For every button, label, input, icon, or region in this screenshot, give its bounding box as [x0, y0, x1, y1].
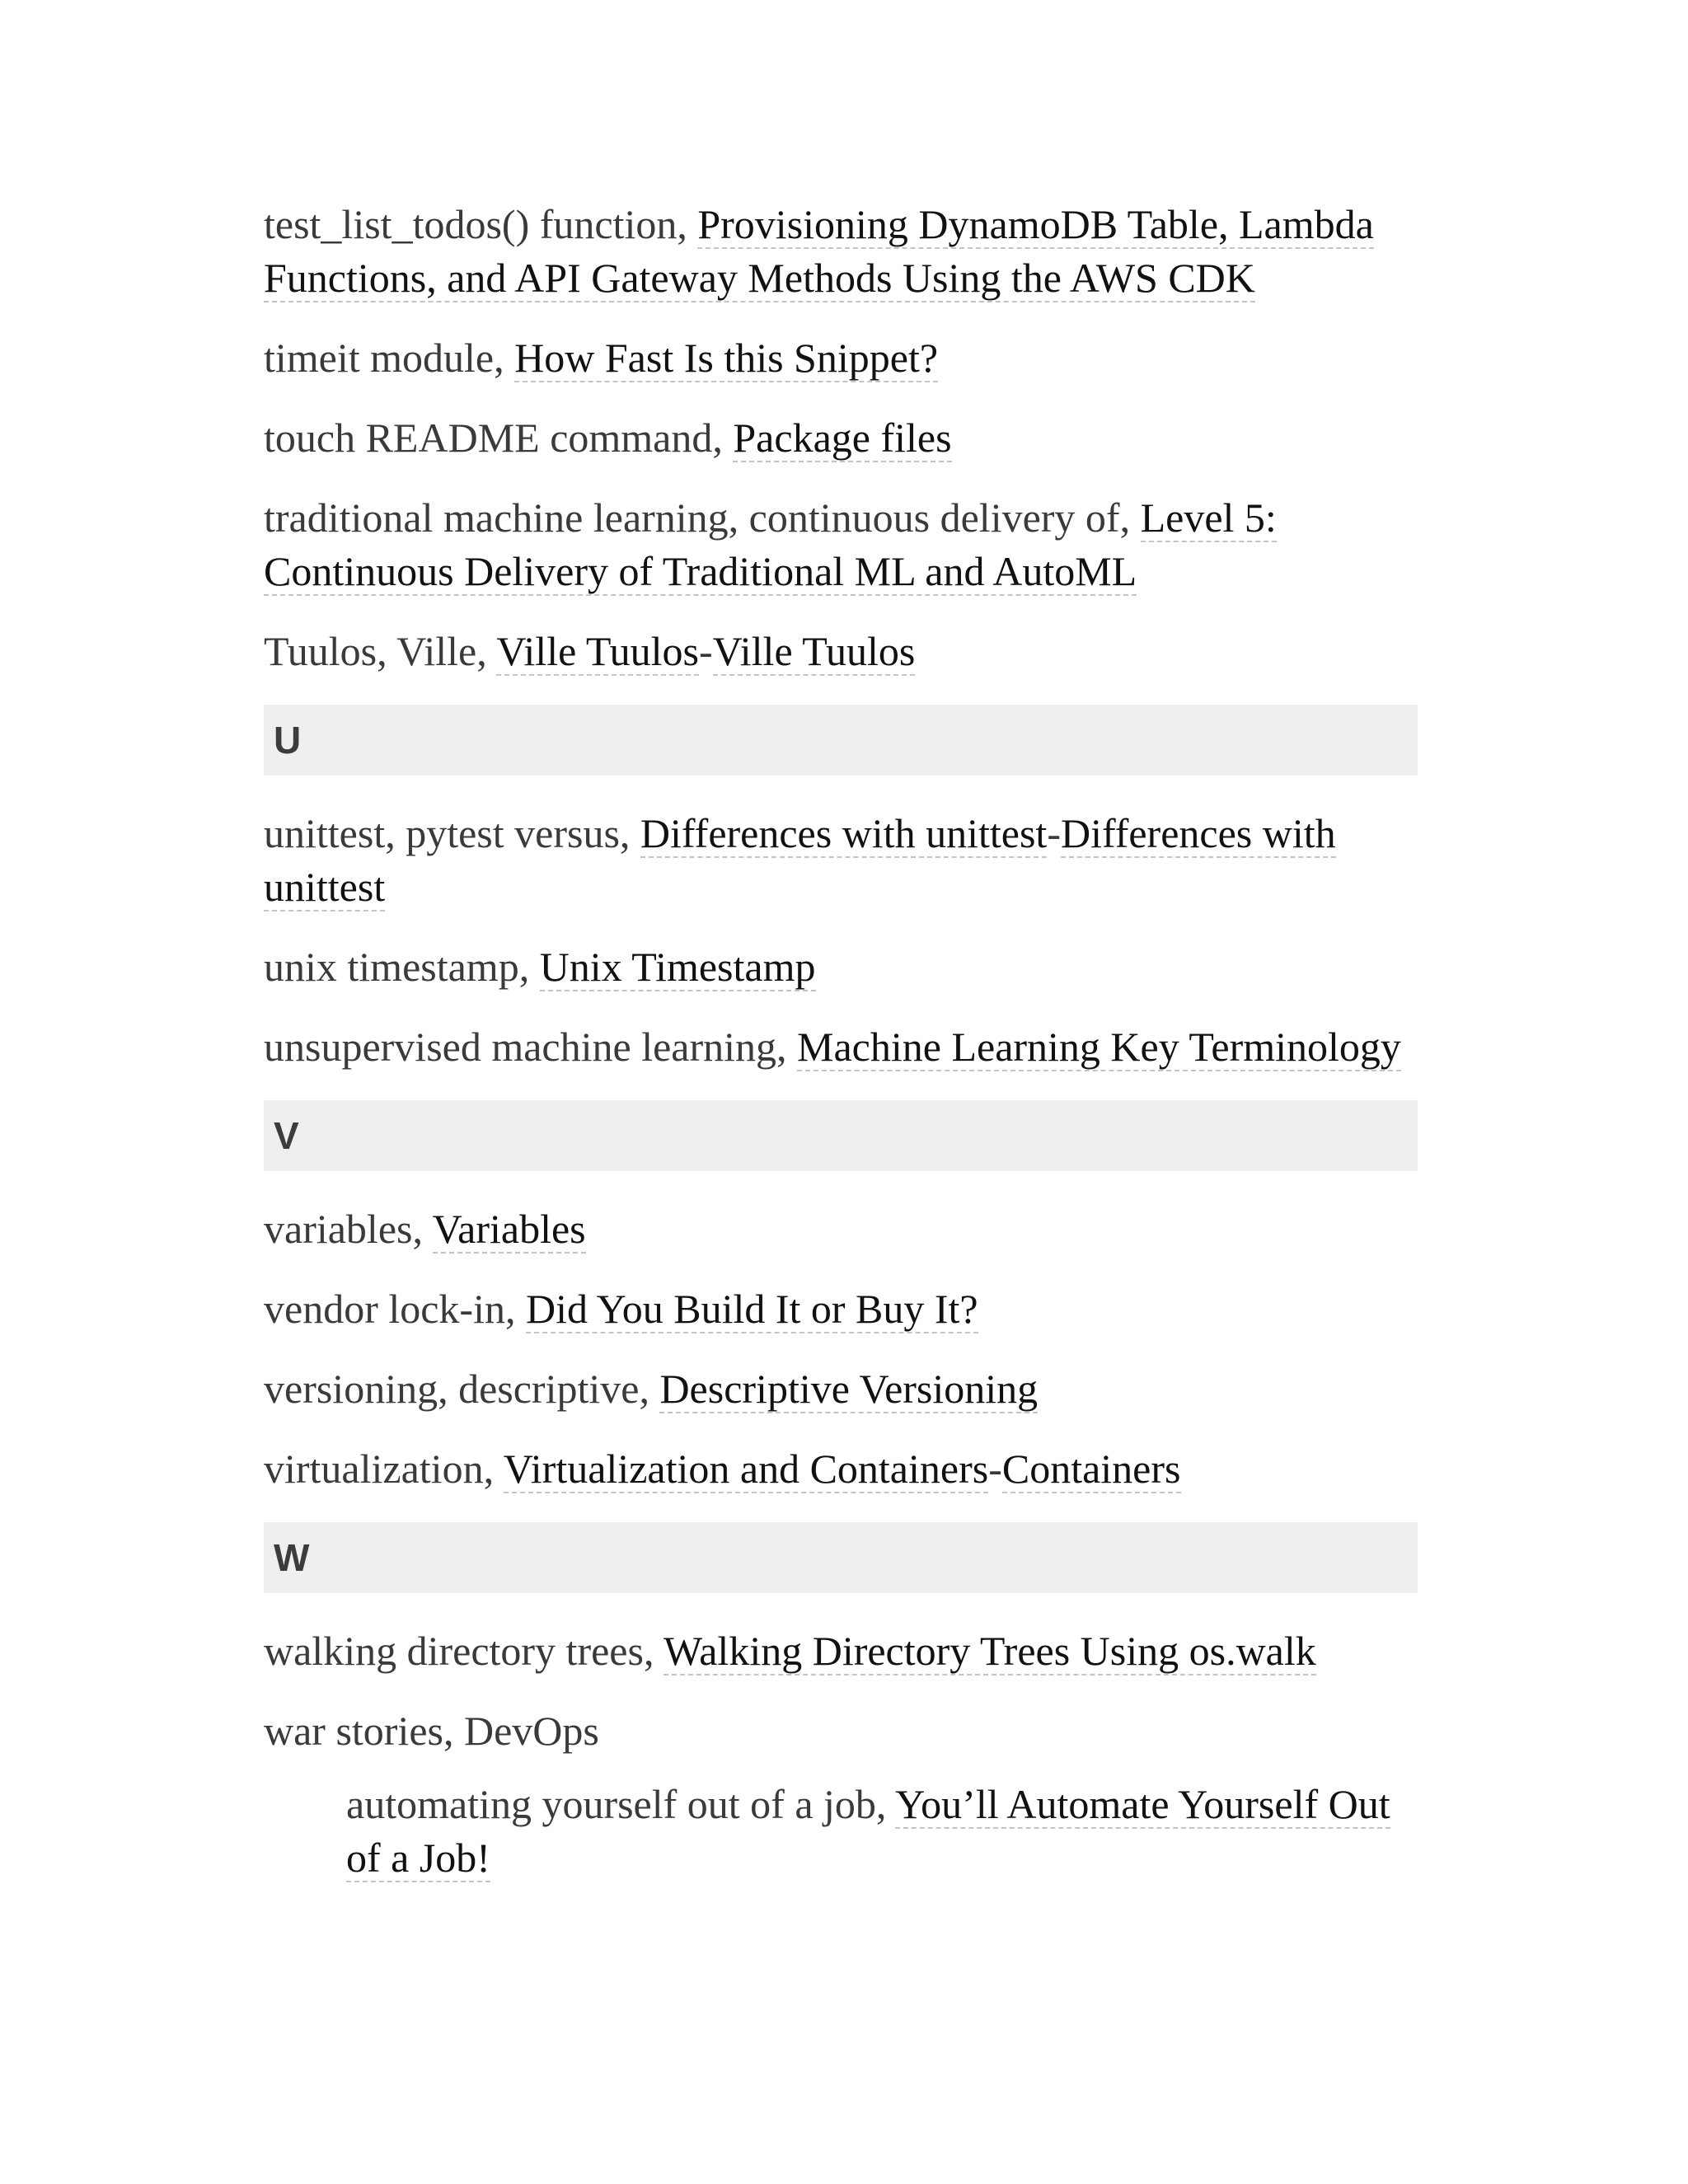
link-separator: - [699, 628, 713, 674]
index-link[interactable]: Level 5: Continuous Delivery of Traditional ML and AutoML [264, 494, 1277, 594]
link-separator: - [988, 1446, 1002, 1492]
index-term: traditional machine learning, continuous delivery of, [264, 494, 1141, 541]
index-entry [264, 1202, 1418, 1256]
index-term: unittest, pytest versus, [264, 810, 640, 856]
index-term: unix timestamp, [264, 944, 540, 990]
index-term: war stories, DevOps [264, 1708, 599, 1754]
index-link[interactable]: Ville Tuulos [496, 628, 700, 674]
index-entry [264, 331, 1418, 385]
index-entry [264, 625, 1418, 678]
index-entry [264, 940, 1418, 994]
section-heading-v: V [264, 1100, 1418, 1171]
section-heading-u: U [264, 705, 1418, 776]
index-link[interactable]: Descriptive Versioning [659, 1366, 1039, 1412]
index-term: unsupervised machine learning, [264, 1024, 798, 1070]
index-entry [264, 807, 1418, 914]
index-term: variables, [264, 1206, 433, 1252]
index-link[interactable]: Unix Timestamp [539, 944, 816, 990]
index-link[interactable]: Walking Directory Trees Using os.walk [663, 1628, 1316, 1674]
index-entry [264, 1704, 1418, 1758]
index-term: virtualization, [264, 1446, 504, 1492]
index-link[interactable]: Package files [733, 415, 952, 461]
index-link[interactable]: Virtualization and Containers [503, 1446, 989, 1492]
index-entry [264, 1020, 1418, 1074]
index-term: versioning, descriptive, [264, 1366, 660, 1412]
index-entry [264, 1362, 1418, 1416]
index-entry [264, 1442, 1418, 1496]
index-entry [264, 491, 1418, 598]
index-term: walking directory trees, [264, 1628, 664, 1674]
index-link[interactable]: Did You Build It or Buy It? [525, 1286, 978, 1332]
index-entry [264, 198, 1418, 305]
index-term: test_list_todos() function, [264, 201, 698, 247]
index-term: vendor lock-in, [264, 1286, 526, 1332]
index-entry [264, 411, 1418, 465]
index-term: Tuulos, Ville, [264, 628, 497, 674]
index-entry [264, 1624, 1418, 1678]
index-entry [264, 1282, 1418, 1336]
index-link[interactable]: Provisioning DynamoDB Table, Lambda Functions, and API Gateway Methods Using the AWS CDK [264, 201, 1374, 301]
index-link[interactable]: Differences with unittest [640, 810, 1048, 856]
index-link[interactable]: Containers [1001, 1446, 1181, 1492]
index-term: automating yourself out of a job, [346, 1781, 896, 1827]
link-separator: - [1047, 810, 1061, 856]
index-term: timeit module, [264, 335, 515, 381]
section-heading-w: W [264, 1522, 1418, 1593]
index-link[interactable]: Machine Learning Key Terminology [797, 1024, 1401, 1070]
index-page [264, 198, 1418, 1911]
index-link[interactable]: Variables [432, 1206, 586, 1252]
index-link[interactable]: You’ll Automate Yourself Out of a Job! [346, 1781, 1390, 1881]
index-link[interactable]: Ville Tuulos [712, 628, 916, 674]
index-link[interactable]: How Fast Is this Snippet? [514, 335, 939, 381]
index-subentry [346, 1778, 1418, 1885]
index-term: touch README command, [264, 415, 734, 461]
index-link[interactable]: Differences with unittest [264, 810, 1336, 910]
